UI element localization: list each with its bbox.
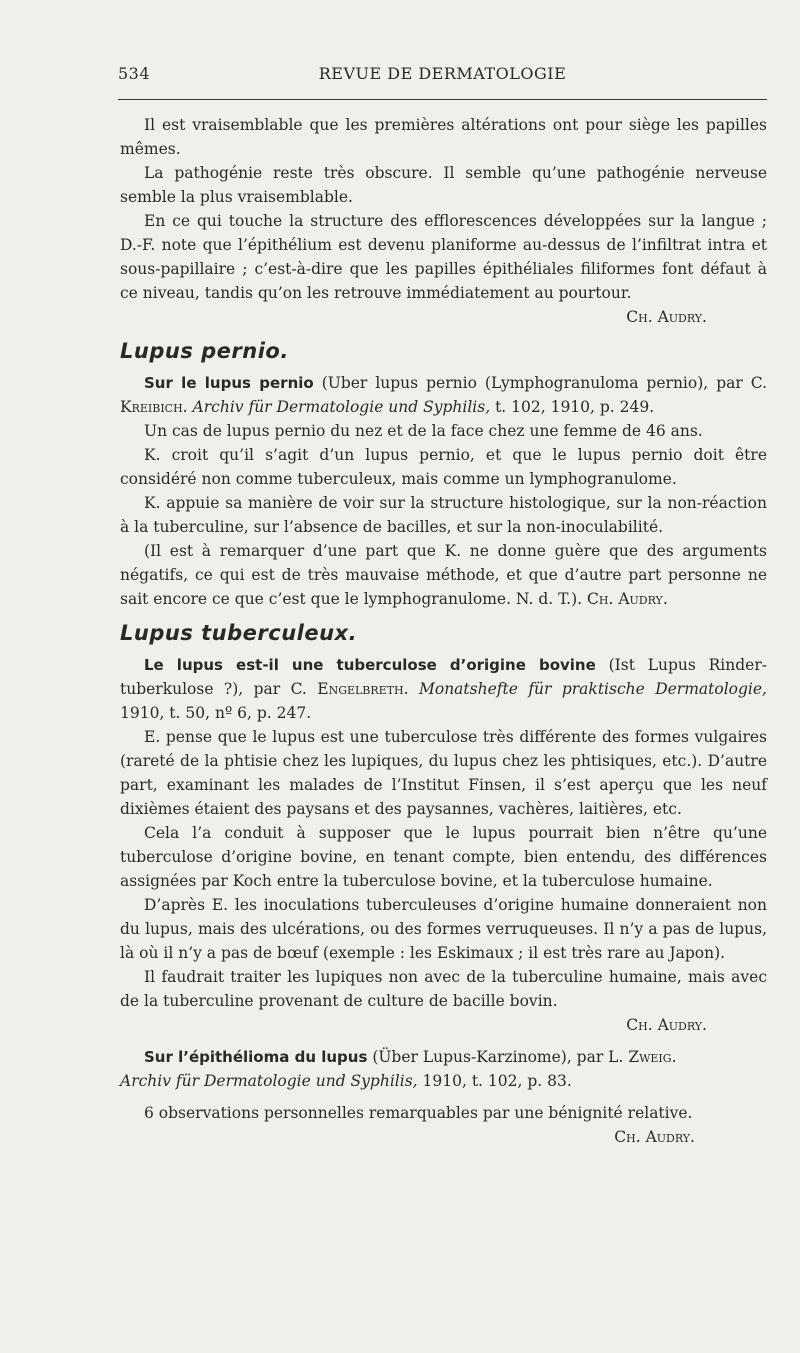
running-header bbox=[118, 64, 767, 88]
section-heading: Lupus tuberculeux. bbox=[120, 621, 358, 645]
reference-title: Sur l’épithélioma du lupus bbox=[144, 1048, 368, 1066]
reference bbox=[120, 1045, 767, 1093]
paragraph: D’après E. les inoculations tuberculeuses d’origine humaine donneraient non du lupus, mais des ulcérations, ou des formes verruqueuses. Il n’y a pas de lupus, là où il n’y a pas de bœuf (exemple : les Eskimaux ; il est très rare au Japon). bbox=[120, 896, 767, 962]
paragraph: Cela l’a conduit à supposer que le lupus pourrait bien n’être qu’une tuberculose d’origine bovine, en tenant compte, bien entendu, des différences assignées par Koch entre la tuberculose bovine, et la tuberculose humaine. bbox=[120, 824, 767, 890]
reference-title: Sur le lupus pernio bbox=[144, 374, 314, 392]
signature: Ch. Audry. bbox=[582, 590, 668, 608]
reference-details: 1910, t. 102, p. 83. bbox=[417, 1072, 572, 1090]
reference-title: Le lupus est-il une tuberculose d’origine bovine bbox=[144, 656, 596, 674]
section-heading: Lupus pernio. bbox=[120, 339, 289, 363]
reference-text: (Über Lupus-Karzinome), par L. bbox=[367, 1048, 629, 1066]
reference-text: (Ist Lupus Rinder-tuberkulose ?), par C. bbox=[120, 656, 767, 698]
header-rule bbox=[118, 99, 767, 100]
reference-journal: Monatshefte für praktische Dermatologie, bbox=[419, 680, 767, 698]
paragraph: Un cas de lupus pernio du nez et de la face chez une femme de 46 ans. bbox=[144, 422, 703, 440]
signature: Ch. Audry. bbox=[614, 1128, 695, 1146]
paragraph: E. pense que le lupus est une tuberculose très différente des formes vulgaires (rareté de la phtisie chez les lupiques, du lupus chez les phtisiques, etc.). D’autre part, examinant les malades de l’Institut Finsen, il s’est aperçu que les neuf dixièmes étaient des paysans et des paysannes, vachères, laitières, etc. bbox=[120, 728, 767, 818]
paragraph: Il est vraisemblable que les premières altérations ont pour siège les papilles mêmes. bbox=[120, 116, 767, 158]
reference bbox=[120, 371, 767, 419]
reference-author: Engelbreth. bbox=[317, 680, 409, 698]
running-title: REVUE DE DERMATOLOGIE bbox=[318, 64, 567, 83]
signature: Ch. Audry. bbox=[626, 1016, 707, 1034]
reference-text: (Uber lupus pernio (Lymphogranuloma pernio), par C. bbox=[313, 374, 767, 392]
reference-author: Zweig. bbox=[628, 1048, 677, 1066]
reference-journal: Archiv für Dermatologie und Syphilis, bbox=[192, 398, 491, 416]
signature: Ch. Audry. bbox=[626, 308, 707, 326]
reference-author: Kreibich. bbox=[120, 398, 188, 416]
paragraph: K. appuie sa manière de voir sur la structure histologique, sur la non-réaction à la tuberculine, sur l’absence de bacilles, et sur la non-inoculabilité. bbox=[120, 494, 767, 536]
reference-journal: Archiv für Dermatologie und Syphilis, bbox=[120, 1072, 418, 1090]
reference bbox=[120, 653, 767, 725]
paragraph: (Il est à remarquer d’une part que K. ne donne guère que des arguments négatifs, ce qui est de très mauvaise méthode, et que d’autre part personne ne sait encore ce que c’est que le lymphogranulome. N. d. T.). Ch. Audry. bbox=[120, 542, 767, 608]
paragraph: Il faudrait traiter les lupiques non avec de la tuberculine humaine, mais avec de la tuberculine provenant de culture de bacille bovin. bbox=[120, 968, 767, 1010]
paragraph: 6 observations personnelles remarquables par une bénignité relative. bbox=[144, 1104, 693, 1122]
page-number: 534 bbox=[118, 64, 151, 83]
reference-details: t. 102, 1910, p. 249. bbox=[490, 398, 655, 416]
paragraph: En ce qui touche la structure des efflorescences développées sur la langue ; D.-F. note que l’épithélium est devenu planiforme au-dessus de l’infiltrat intra et sous-papillaire ; c’est-à-dire que les papilles épithéliales filiformes font défaut à ce niveau, tandis qu’on les retrouve immédiatement au pourtour. bbox=[120, 212, 767, 302]
paragraph: La pathogénie reste très obscure. Il semble qu’une pathogénie nerveuse semble la plus vraisemblable. bbox=[120, 164, 767, 206]
reference-details: 1910, t. 50, nº 6, p. 247. bbox=[120, 704, 312, 722]
paragraph: K. croit qu’il s’agit d’un lupus pernio, et que le lupus pernio doit être considéré non comme tuberculeux, mais comme un lymphogranulome. bbox=[120, 446, 767, 488]
text-column bbox=[120, 113, 767, 1149]
